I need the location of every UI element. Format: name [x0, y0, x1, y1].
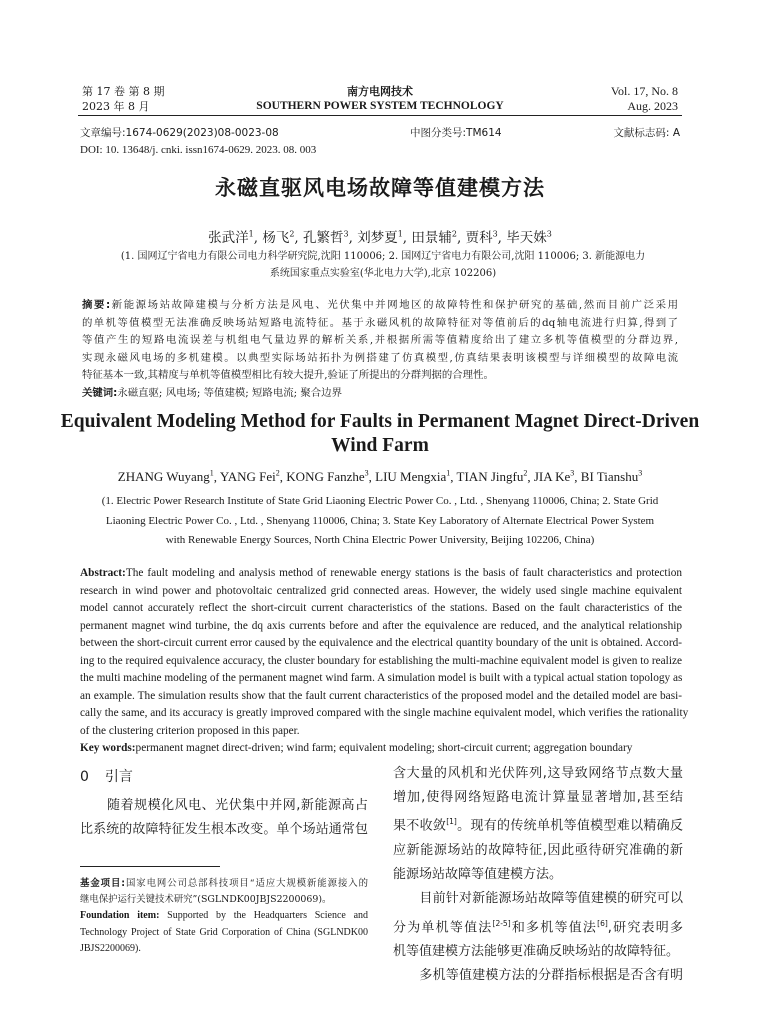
keywords-cn-text: 永磁直驱; 风电场; 等值建模; 短路电流; 聚合边界: [117, 386, 342, 399]
author-name: YANG Fei: [219, 469, 276, 485]
journal-name-cn: 南方电网技术: [347, 85, 413, 98]
body-line: 果不收敛[1]。现有的传统单机等值模型难以精确反: [393, 817, 683, 834]
body-line: 多机等值建模方法的分群指标根据是否含有明: [393, 968, 683, 984]
abstract-line: 摘要:新能源场站故障建模与分析方法是风电、光伏集中并网地区的故障特性和保护研究的基础,然而目前广泛采用: [82, 299, 678, 311]
author-affiliation-mark: 3: [638, 469, 643, 478]
body-text-right: [393, 762, 683, 988]
body-line: 分为单机等值法[2-5]和多机等值法[6],研究表明多: [393, 918, 683, 935]
author: [286, 469, 368, 484]
date-en: Aug. 2023: [627, 99, 678, 113]
author: [262, 230, 294, 246]
abstract-line: an example. The simulation results show that the fault current characteristics of the proposed model and the detailed model are basi-: [80, 689, 682, 702]
citation: [1]: [446, 817, 457, 827]
abstract-line: research in wind power and photovoltaic centralized grid connected areas. However, the widely used single machine equivalent: [80, 584, 682, 597]
author-name: 张武洋: [208, 230, 249, 246]
authors-cn: 张武洋$^1$, 杨飞$^2$, 孔繁哲$^3$, 刘梦夏$^1$, 田景辅$^2$, 贾科$^3$, 毕天姝$^3$: [208, 229, 552, 246]
author: [303, 230, 349, 246]
footnote-label-en: Foundation item:: [80, 910, 160, 922]
section-number: 0: [80, 769, 89, 785]
date-cn: 2023 年 8 月: [82, 100, 150, 113]
footnote-label-cn: 基金项目:: [80, 878, 126, 889]
header-rule: [78, 115, 682, 116]
author-affiliation-mark: 3: [546, 229, 552, 239]
body-line: 机等值建模方法能够更准确反映场站的故障特征。: [393, 944, 680, 960]
body-line: 增加,使得网络短路电流计算量显著增加,甚至结: [393, 790, 683, 806]
abstract-line: between the short-circuit current error caused by the equivalence and the electrical quantity boundary of the unit is obtained. Accord-: [80, 637, 682, 649]
section-title: 引言: [104, 769, 133, 785]
keywords-en-text: permanent magnet direct-driven; wind farm; equivalent modeling; short-circuit current; aggregation boundary: [135, 742, 633, 754]
doi: DOI: 10. 13648/j. cnki. issn1674-0629. 2023. 08. 003: [80, 144, 317, 156]
journal-issue-en: [611, 84, 678, 114]
article-number: 文章编号:1674-0629(2023)08-0023-08: [80, 127, 279, 139]
title-en-line: Equivalent Modeling Method for Faults in Permanent Magnet Direct-Driven: [60, 411, 700, 432]
footnote-line: Technology Project of State Grid Corporation of China (SGLNDK00: [80, 926, 368, 938]
author-name: KONG Fanzhe: [286, 469, 365, 485]
section-heading: [80, 766, 133, 786]
author-affiliation-mark: 3: [364, 469, 369, 478]
abstract-line: 等值产生的短路电流误差与机组电气量边界的解析关系,并根据所需等值精度给出了建立多机等值模型的分群边界,: [82, 334, 678, 347]
clc-number: 中图分类号:TM614: [410, 127, 502, 139]
author-name: ZHANG Wuyang: [117, 469, 210, 485]
abstract-line: permanent magnet wind turbine, the dq axis currents before and after the equivalence are reduced, and the analytical relationship: [80, 619, 682, 632]
author-affiliation-mark: 1: [209, 469, 214, 478]
author-name: 杨飞: [262, 230, 290, 246]
author: [220, 469, 280, 484]
author-name: 贾科: [465, 230, 493, 246]
author-affiliation-mark: 3: [492, 229, 498, 239]
journal-issue-cn: [82, 84, 164, 114]
authors-en: ZHANG Wuyang$^1$, YANG Fei$^2$, KONG Fanzhe$^3$, LIU Mengxia$^1$, TIAN Jingfu$^2$, JIA Ke$^3$, BI Tianshu$^3$: [117, 469, 643, 485]
author-name: BI Tianshu: [580, 469, 639, 485]
abstract-line: the multi machine modeling of the permanent magnet wind farm. A simulation model is built with a typical actual station topology as: [80, 672, 683, 684]
author: [506, 230, 552, 246]
footnote-line: 基金项目:国家电网公司总部科技项目“适应大规模新能源接入的: [80, 878, 369, 889]
abstract-line: 实现永磁风电场的多机建模。以典型实际场站拓扑为例搭建了仿真模型,仿真结果表明该模型与详细模型的故障电流: [82, 351, 678, 364]
abstract-line: 特征基本一致,其精度与单机等值模型相比有较大提升,验证了所提出的分群判据的合理性。: [82, 369, 494, 382]
author-affiliation-mark: 2: [451, 229, 457, 239]
journal-name: [230, 84, 530, 114]
author-name: LIU Mengxia: [375, 469, 447, 485]
author-affiliation-mark: 1: [248, 229, 254, 239]
author: [534, 469, 574, 484]
body-line: 比系统的故障特征发生根本改变。单个场站通常包: [80, 822, 368, 838]
author-name: 毕天姝: [506, 230, 547, 246]
body-text-left: [80, 794, 368, 842]
author: [466, 230, 498, 246]
author-affiliation-mark: 3: [343, 229, 349, 239]
affiliation-line: with Renewable Energy Sources, North China Electric Power University, Beijing 102206, China): [165, 534, 595, 546]
abstract-label: 摘要:: [82, 299, 111, 311]
author-name: 刘梦夏: [357, 230, 398, 246]
abstract-en: [80, 565, 689, 758]
author-affiliation-mark: 3: [570, 469, 575, 478]
body-line: 目前针对新能源场站故障等值建模的研究可以: [393, 891, 683, 907]
body-line: 能源场站故障等值建模方法。: [393, 867, 563, 883]
affiliation-line: (1. 国网辽宁省电力有限公司电力科学研究院,沈阳 110006; 2. 国网辽宁省电力有限公司,沈阳 110006; 3. 新能源电力: [120, 251, 646, 262]
author-affiliation-mark: 1: [446, 469, 451, 478]
keywords-cn-label: 关键词:: [82, 386, 118, 399]
keywords-en: [80, 740, 682, 758]
abstract-line: 的单机等值模型无法准确反映场站短路电流特征。基于永磁风机的故障特征对等值前后的dq轴电流进行归算,得到了: [82, 316, 678, 329]
author-name: JIA Ke: [533, 469, 571, 485]
volume-en: Vol. 17, No. 8: [610, 84, 678, 98]
body-line: 随着规模化风电、光伏集中并网,新能源高占: [80, 798, 368, 813]
author: [581, 469, 642, 484]
footnote-line: 继电保护运行关键技术研究”(SGLNDK00JBJS2200069)。: [80, 894, 332, 906]
citation: [2-5]: [492, 918, 511, 928]
volume-cn: 第 17 卷 第 8 期: [82, 85, 165, 98]
author-name: 孔繁哲: [303, 230, 344, 246]
abstract-label: Abstract:: [80, 567, 126, 579]
footnote-line: JBJS2200069).: [80, 942, 141, 954]
author: [118, 469, 214, 484]
abstract-line: Abstract:The fault modeling and analysis method of renewable energy stations is the basis of fault characteristics and protection: [80, 567, 682, 579]
title-en-line: Wind Farm: [331, 435, 429, 456]
author: [375, 469, 450, 484]
affiliation-line: 系统国家重点实验室(华北电力大学),北京 102206): [269, 268, 497, 279]
author: [208, 230, 254, 246]
author: [357, 230, 403, 246]
affiliation-line: (1. Electric Power Research Institute of State Grid Liaoning Electric Power Co. , Ltd. , Shenyang 110006, China; 2. State Grid: [101, 495, 659, 507]
author: [411, 230, 457, 246]
title-en: [60, 410, 700, 458]
abstract-cn: [82, 297, 678, 403]
author-affiliation-mark: 2: [289, 229, 295, 239]
affiliations-en: [60, 492, 700, 551]
footnote-funding: [80, 876, 368, 957]
affiliations-cn: [88, 248, 678, 282]
author: [457, 469, 528, 484]
author-affiliation-mark: 1: [397, 229, 403, 239]
affiliation-line: Liaoning Electric Power Co. , Ltd. , Shenyang 110006, China; 3. State Key Laboratory of Alternate Electrical Power System: [105, 514, 655, 527]
abstract-line: cally the same, and its accuracy is greatly improved compared with the single machine equivalent model, which verifies the rationality: [80, 707, 689, 719]
citation: [6]: [597, 918, 608, 928]
abstract-line: ing to the required equivalence accuracy, the cluster boundary for establishing the multi-machine equivalent model is given to realize: [80, 654, 682, 667]
body-line: 应新能源场站的故障特征,因此亟待研究准确的新: [393, 842, 683, 858]
keywords-cn: [82, 385, 678, 403]
keywords-en-label: Key words:: [80, 742, 136, 754]
author-name: 田景辅: [411, 230, 452, 246]
title-cn: 永磁直驱风电场故障等值建模方法: [215, 176, 545, 200]
body-line: 含大量的风机和光伏阵列,这导致网络节点数大量: [393, 766, 683, 781]
author-affiliation-mark: 2: [523, 469, 528, 478]
footnote-line: Foundation item: Supported by the Headquarters Science and: [80, 910, 369, 922]
journal-name-en: SOUTHERN POWER SYSTEM TECHNOLOGY: [256, 100, 504, 112]
footnote-rule: [80, 866, 220, 867]
document-code: 文献标志码: A: [613, 127, 680, 139]
author-affiliation-mark: 2: [275, 469, 280, 478]
author-name: TIAN Jingfu: [456, 469, 524, 485]
abstract-line: model cannot accurately reflect the short-circuit current characteristics of the stations. Based on the fault characteristics of the: [80, 602, 682, 614]
abstract-line: of the clustering criterion proposed in this paper.: [80, 724, 300, 737]
